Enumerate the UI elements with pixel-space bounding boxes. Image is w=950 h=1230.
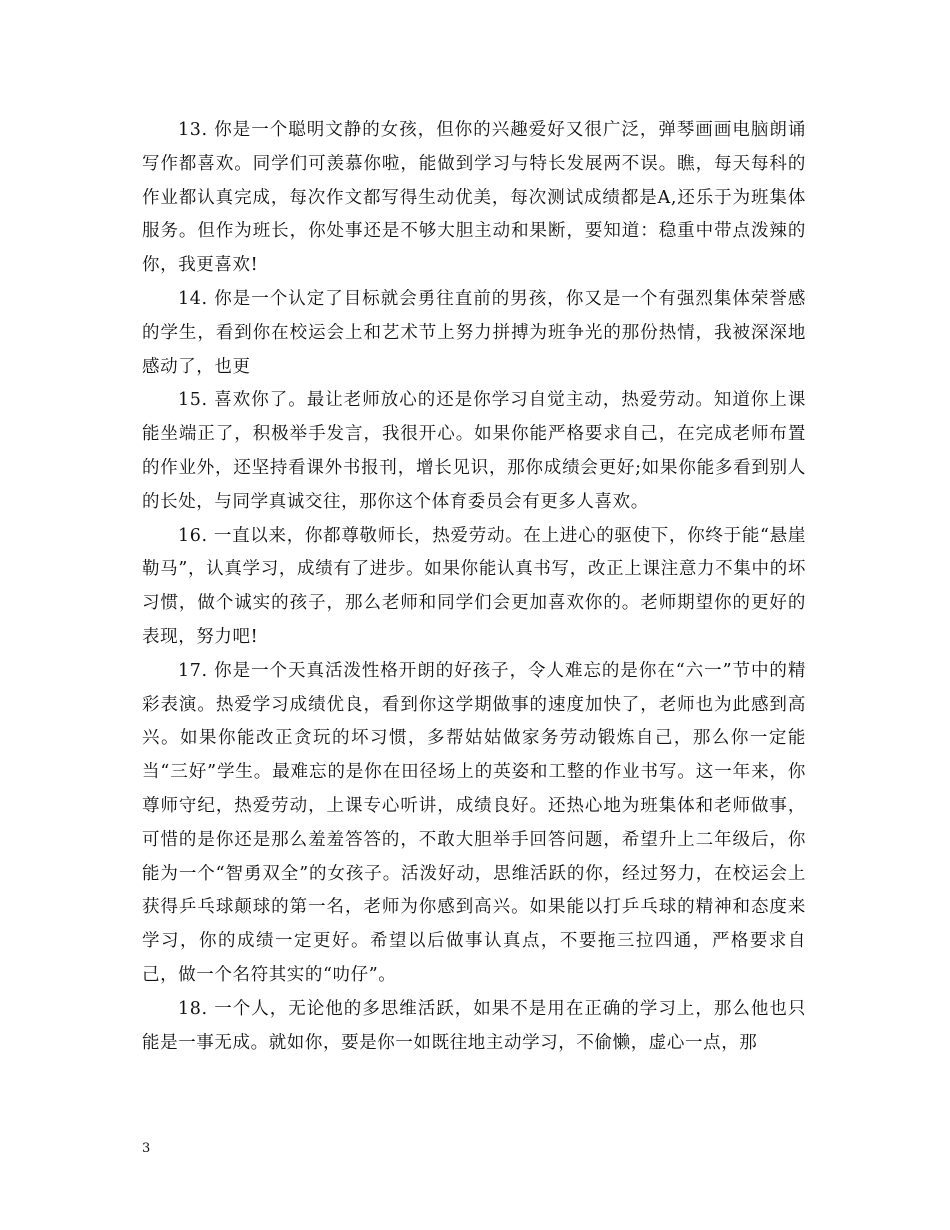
paragraph-17: 17. 你是一个天真活泼性格开朗的好孩子，令人难忘的是你在“六一”节中的精彩表演。热爱学习成绩优良，看到你这学期做事的速度加快了，老师也为此感到高兴。如果你能改正贪玩的坏习惯，多帮姑姑做家务劳动锻炼自己，那么你一定能当“三好”学生。最难忘的是你在田径场上的英姿和工整的作业书写。这一年来，你尊师守纪，热爱劳动，上课专心听讲，成绩良好。还热心地为班集体和老师做事，可惜的是你还是那么羞羞答答的，不敢大胆举手回答问题，希望升上二年级后，你能为一个“智勇双全”的女孩子。活泼好动，思维活跃的你，经过努力，在校运会上获得乒乓球颠球的第一名，老师为你感到高兴。如果能以打乒乓球的精神和态度来学习，你的成绩一定更好。希望以后做事认真点，不要拖三拉四通，严格要求自己，做一个名符其实的“叻仔”。	[142, 660, 806, 985]
paragraph-16: 16. 一直以来，你都尊敬师长，热爱劳动。在上进心的驱使下，你终于能“悬崖勒马”，认真学习，成绩有了进步。如果你能认真书写，改正上课注意力不集中的坏习惯，做个诚实的孩子，那么老师和同学们会更加喜欢你的。老师期望你的更好的表现，努力吧!	[142, 525, 806, 647]
paragraph-18: 18. 一个人，无论他的多思维活跃，如果不是用在正确的学习上，那么他也只能是一事无成。就如你，要是你一如既往地主动学习，不偷懒，虚心一点，那	[142, 998, 806, 1053]
paragraph-14: 14. 你是一个认定了目标就会勇往直前的男孩，你又是一个有强烈集体荣誉感的学生，看到你在校运会上和艺术节上努力拼搏为班争光的那份热情，我被深深地感动了，也更	[142, 288, 806, 377]
page-number: 3	[142, 1141, 151, 1156]
paragraph-15: 15. 喜欢你了。最让老师放心的还是你学习自觉主动，热爱劳动。知道你上课能坐端正了，积极举手发言，我很开心。如果你能严格要求自己，在完成老师布置的作业外，还坚持看课外书报刊，增长见识，那你成绩会更好;如果你能多看到别人的长处，与同学真诚交往，那你这个体育委员会有更多人喜欢。	[142, 390, 806, 512]
paragraph-13: 13. 你是一个聪明文静的女孩，但你的兴趣爱好又很广泛，弹琴画画电脑朗诵写作都喜欢。同学们可羡慕你啦，能做到学习与特长发展两不误。瞧，每天每科的作业都认真完成，每次作文都写得生动优美，每次测试成绩都是A,还乐于为班集体服务。但作为班长，你处事还是不够大胆主动和果断，要知道：稳重中带点泼辣的你，我更喜欢!	[142, 120, 806, 276]
document-body	[142, 114, 806, 1060]
